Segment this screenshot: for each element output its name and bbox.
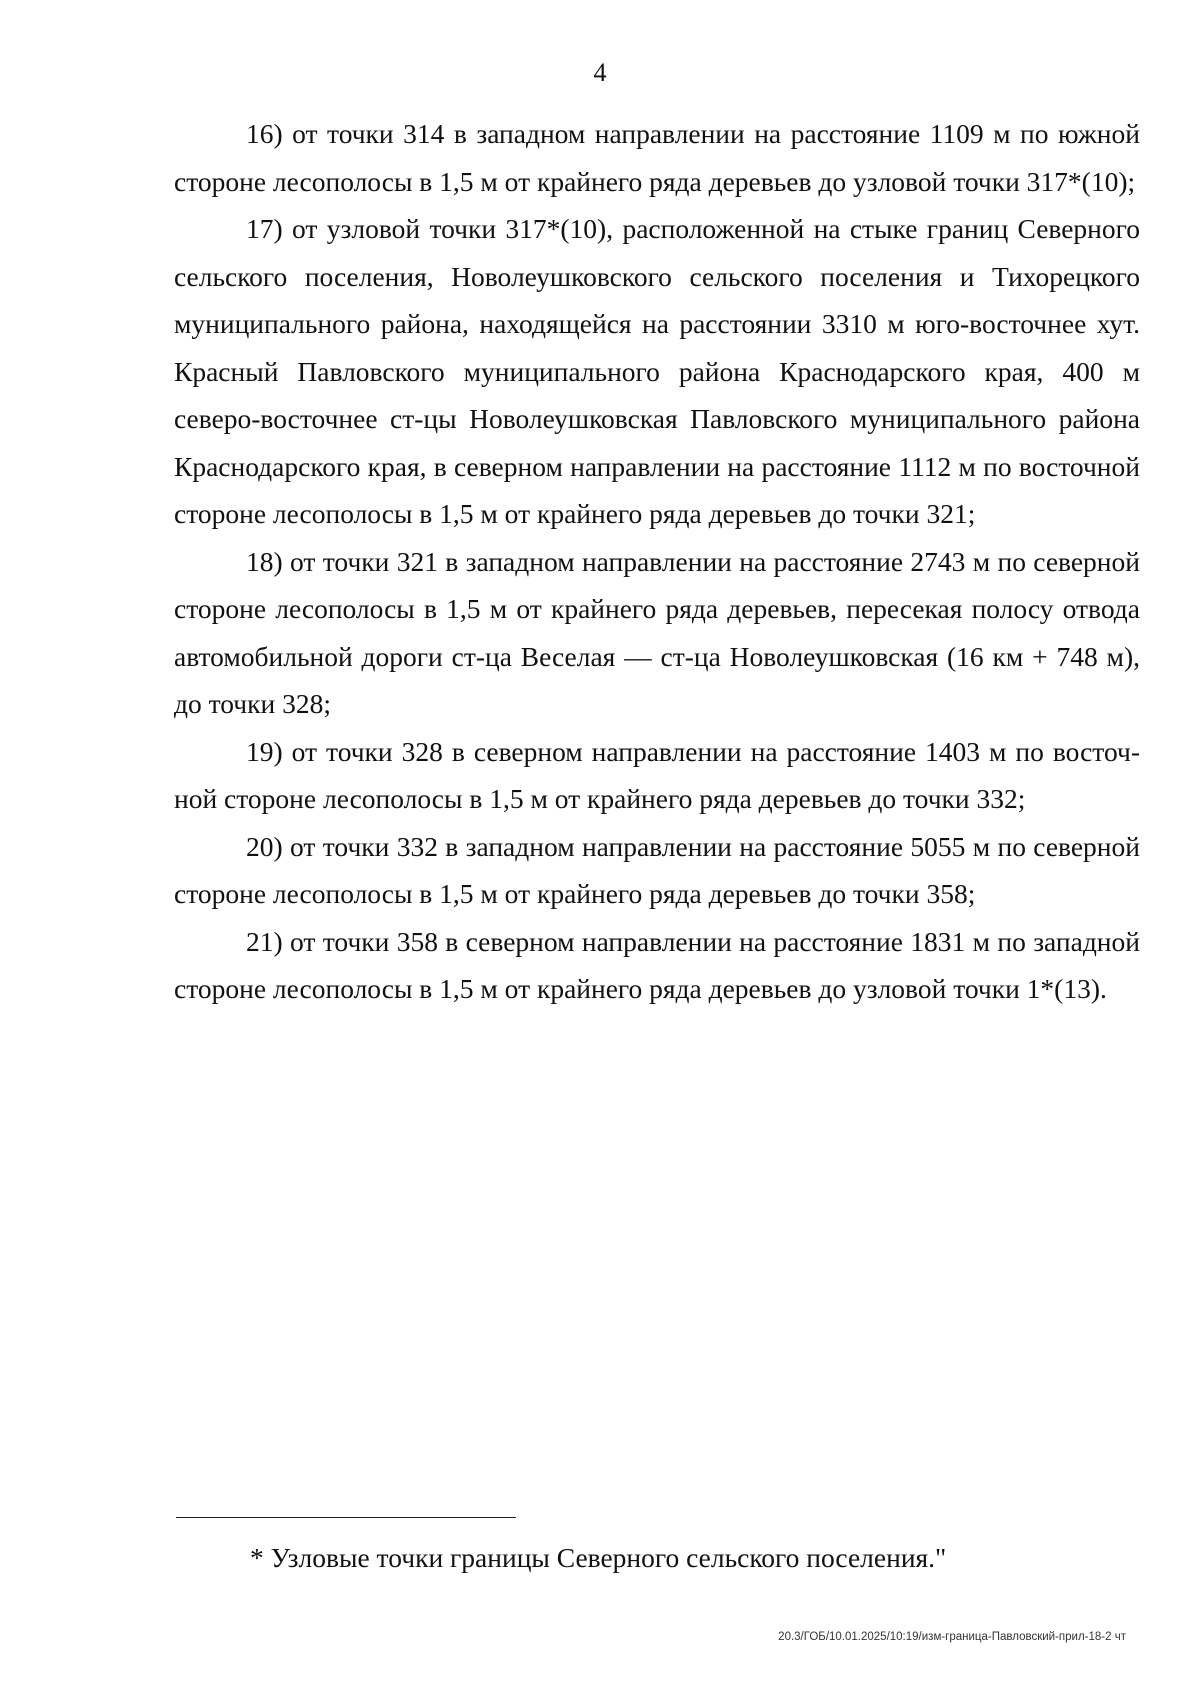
document-body	[174, 110, 1140, 1013]
paragraph-18: 18) от точки 321 в западном направлении на расстояние 2743 м по северной стороне лесополосы в 1,5 м от крайнего ряда деревьев, пересекая полосу отвода автомобильной дороги ст-ца Веселая — ст-ца Новолеушковская (16 км + 748 м), до точки 328;	[174, 545, 1140, 719]
footnote: * Узловые точки границы Северного сельского поселения."	[250, 1542, 947, 1573]
paragraph-17: 17) от узловой точки 317*(10), расположенной на стыке границ Северного сельского поселения, Новолеушковского сельского поселения и Тихорецкого муниципального района, находящейся на расстоянии 3310 м юго-восточнее хут. Красный Павловского муниципального района Краснодарского края, 400 м северо-восточнее ст-цы Новолеушковская Павловского муниципального района Краснодарского края, в северном направлении на расстояние 1112 м по восточной стороне лесополосы в 1,5 м от крайнего ряда деревьев до точки 321;	[174, 213, 1140, 529]
page-number: 4	[593, 58, 607, 87]
paragraph-16: 16) от точки 314 в западном направлении на расстояние 1109 м по южной стороне лесополосы в 1,5 м от крайнего ряда деревьев до узловой точки 317*(10);	[174, 118, 1140, 197]
paragraph-21: 21) от точки 358 в северном направлении на расстояние 1831 м по западной стороне лесополосы в 1,5 м от крайнего ряда деревьев до узловой точки 1*(13).	[174, 925, 1140, 1004]
paragraph-20: 20) от точки 332 в западном направлении на расстояние 5055 м по северной стороне лесополосы в 1,5 м от крайнего ряда деревьев до точки 358;	[174, 830, 1140, 909]
footnote-separator	[176, 1517, 516, 1518]
paragraph-19: 19) от точки 328 в северном направлении на расстояние 1403 м по восточной стороне лесополосы в 1,5 м от крайнего ряда деревьев до точки 332;	[174, 735, 1140, 814]
document-code: 20.3/ГОБ/10.01.2025/10:19/изм-граница-Павловский-прил-18-2 чт	[778, 1631, 1126, 1643]
